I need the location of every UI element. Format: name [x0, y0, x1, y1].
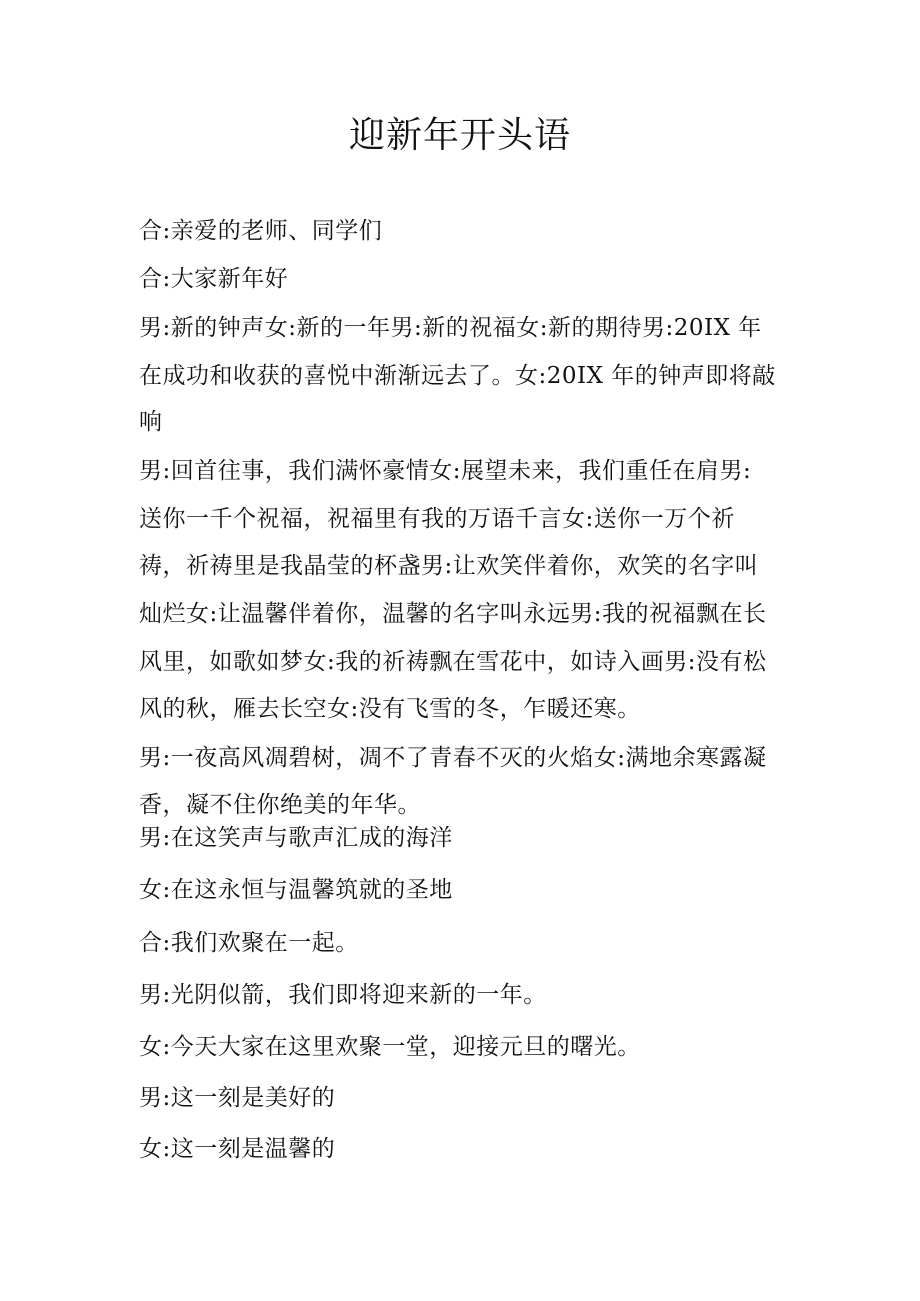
page-title: 迎新年开头语: [348, 115, 571, 156]
text-line: 合:大家新年好: [139, 266, 289, 292]
text-line: 女:这一刻是温馨的: [139, 1136, 336, 1162]
text-line: 风里，如歌如梦女:我的祈祷飘在雪花中，如诗入画男:没有松: [139, 649, 767, 675]
text-line: 男:这一刻是美好的: [139, 1085, 336, 1111]
text-line: 灿烂女:让温馨伴着你，温馨的名字叫永远男:我的祝福飘在长: [139, 601, 767, 627]
text-line: 风的秋，雁去长空女:没有飞雪的冬，乍暖还寒。: [139, 696, 641, 722]
text-line: 祷，祈祷里是我晶莹的杯盏男:让欢笑伴着你，欢笑的名字叫: [139, 553, 759, 579]
text-line: 在成功和收获的喜悦中渐渐远去了。女:20IX 年的钟声即将敲: [139, 363, 776, 389]
text-line: 男:在这笑声与歌声汇成的海洋: [139, 825, 453, 851]
text-line: 合:亲爱的老师、同学们: [139, 218, 383, 244]
text-line: 男:新的钟声女:新的一年男:新的祝福女:新的期待男:20IX 年: [139, 315, 762, 341]
text-line: 男:一夜高风凋碧树，凋不了青春不灭的火焰女:满地余寒露凝: [139, 745, 767, 771]
text-line: 合:我们欢聚在一起。: [139, 930, 359, 956]
text-line: 女:在这永恒与温馨筑就的圣地: [139, 877, 453, 903]
text-line: 男:回首往事，我们满怀豪情女:展望未来，我们重任在肩男:: [139, 458, 752, 484]
text-line: 男:光阴似箭，我们即将迎来新的一年。: [139, 982, 547, 1008]
text-line: 女:今天大家在这里欢聚一堂，迎接元旦的曙光。: [139, 1034, 641, 1060]
text-line: 香，凝不住你绝美的年华。: [139, 792, 421, 818]
text-line: 送你一千个祝福，祝福里有我的万语千言女:送你一万个祈: [139, 506, 735, 532]
text-line: 响: [139, 409, 163, 435]
